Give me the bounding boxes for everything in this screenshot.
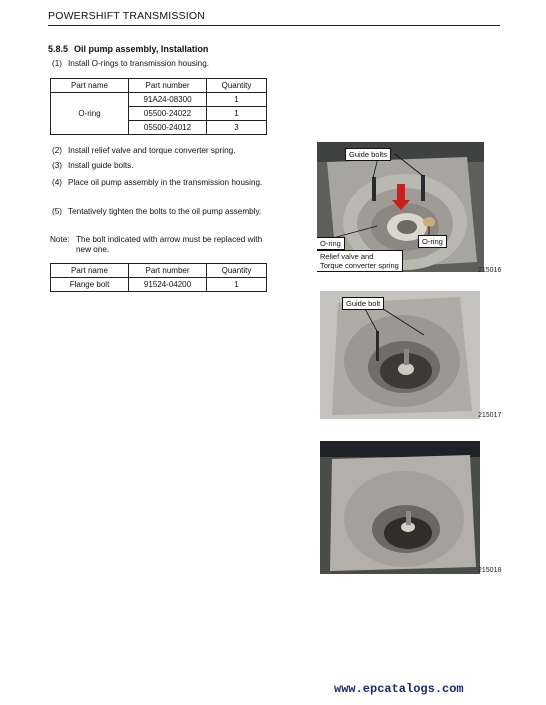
step-4 <box>52 177 267 188</box>
step-3 <box>52 160 267 171</box>
callout-line: Relief valve and <box>320 252 374 261</box>
column-header: Part number <box>129 79 207 93</box>
parts-table-flange-bolt <box>50 263 267 292</box>
table-row <box>51 278 267 292</box>
part-number-cell: 91524-04200 <box>129 278 207 292</box>
step-number: (2) <box>52 146 63 155</box>
column-header: Part number <box>129 264 207 278</box>
callout-guide-bolts: Guide bolts <box>345 148 391 161</box>
table-row <box>51 93 267 107</box>
quantity-cell: 3 <box>207 121 267 135</box>
section-title: Oil pump assembly, Installation <box>74 44 209 54</box>
column-header: Quantity <box>207 264 267 278</box>
step-2 <box>52 145 267 156</box>
step-number: (4) <box>52 178 63 187</box>
part-number-cell: 05500-24022 <box>129 107 207 121</box>
table-header-row <box>51 264 267 278</box>
part-number-cell: 91A24-08300 <box>129 93 207 107</box>
step-text: Place oil pump assembly in the transmission housing. <box>68 178 263 187</box>
step-5 <box>52 206 267 217</box>
part-name-cell: O-ring <box>51 93 129 135</box>
photo-guide-bolt <box>320 291 480 419</box>
photo-oil-pump-orings <box>317 142 484 272</box>
column-header: Part name <box>51 264 129 278</box>
note-label: Note: <box>50 235 70 244</box>
step-text: Install O-rings to transmission housing. <box>68 59 210 68</box>
quantity-cell: 1 <box>207 278 267 292</box>
callout-oring-left: O-ring <box>317 237 345 250</box>
section-number: 5.8.5 <box>48 44 69 54</box>
figure-number: 215018 <box>478 567 502 574</box>
photo-oil-pump-installed <box>320 441 480 574</box>
column-header: Quantity <box>207 79 267 93</box>
callout-relief-valve <box>317 250 403 272</box>
callout-guide-bolt: Guide bolt <box>342 297 384 310</box>
table-header-row <box>51 79 267 93</box>
quantity-cell: 1 <box>207 107 267 121</box>
photo-illustration <box>320 441 480 574</box>
figure-number: 215017 <box>478 412 502 419</box>
photo-illustration <box>320 291 480 419</box>
quantity-cell: 1 <box>207 93 267 107</box>
column-header: Part name <box>51 79 129 93</box>
section-heading <box>48 44 208 54</box>
parts-table-orings <box>50 78 267 135</box>
note-text: The bolt indicated with arrow must be replaced with new one. <box>76 235 263 254</box>
step-text: Install guide bolts. <box>68 161 134 170</box>
figure-number: 215016 <box>478 267 502 274</box>
footer-website-link[interactable]: www.epcatalogs.com <box>334 682 464 696</box>
callout-oring-right: O-ring <box>418 235 447 248</box>
page-header-title: POWERSHIFT TRANSMISSION <box>48 10 206 22</box>
note <box>50 235 268 255</box>
part-number-cell: 05500-24012 <box>129 121 207 135</box>
part-name-cell: Flange bolt <box>51 278 129 292</box>
step-text: Tentatively tighten the bolts to the oil pump assembly. <box>68 207 262 216</box>
step-1 <box>52 58 282 69</box>
callout-line: Torque converter spring <box>320 261 399 270</box>
step-text: Install relief valve and torque converter spring. <box>68 146 236 155</box>
step-number: (3) <box>52 161 63 170</box>
step-number: (5) <box>52 207 63 216</box>
step-number: (1) <box>52 59 63 68</box>
header-divider <box>48 25 500 26</box>
